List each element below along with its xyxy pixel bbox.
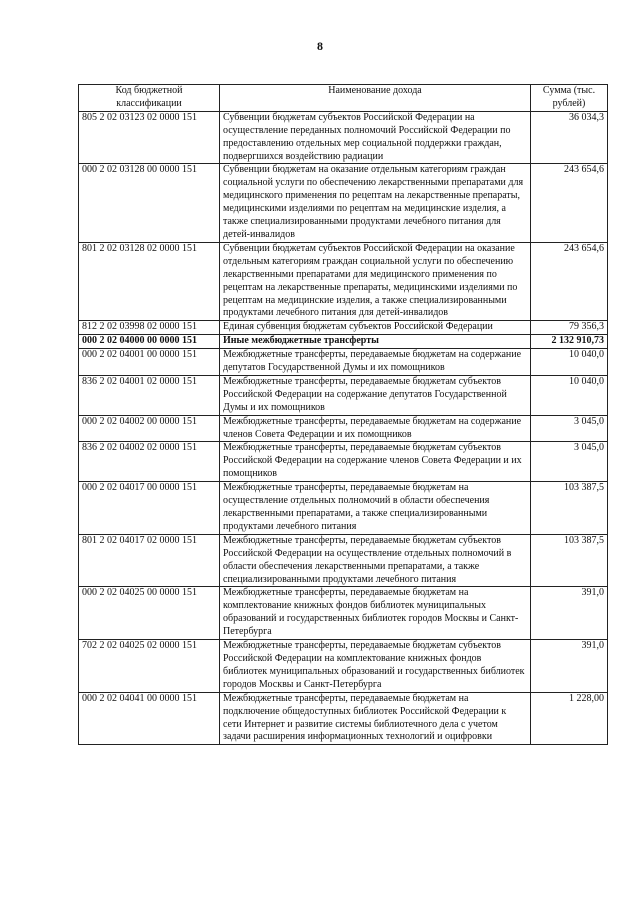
sum-cell: 79 356,3 — [531, 321, 608, 335]
name-cell: Межбюджетные трансферты, передаваемые бюджетам субъектов Российской Федерации на содержание депутатов Государственной Думы и их помощников — [220, 375, 531, 415]
table-row — [79, 415, 608, 442]
table-row — [79, 111, 608, 164]
table-row — [79, 375, 608, 415]
sum-cell: 1 228,00 — [531, 692, 608, 745]
name-cell: Субвенции бюджетам на оказание отдельным категориям граждан социальной услуги по обеспечению лекарственными препаратами для медицинского применения по рецептам на лекарственные препараты, медицинскими изделиями по рецептам на медицинские изделия, а также специализированными продуктами лечебного питания для детей-инвалидов — [220, 164, 531, 242]
header-name: Наименование дохода — [220, 85, 531, 112]
code-cell: 836 2 02 04002 02 0000 151 — [79, 442, 220, 482]
code-cell: 000 2 02 04041 00 0000 151 — [79, 692, 220, 745]
name-cell: Межбюджетные трансферты, передаваемые бюджетам субъектов Российской Федерации на содержание членов Совета Федерации и их помощников — [220, 442, 531, 482]
name-cell: Межбюджетные трансферты, передаваемые бюджетам на комплектование книжных фондов библиотек муниципальных образований и государственных библиотек городов Москвы и Санкт-Петербурга — [220, 587, 531, 640]
header-sum: Сумма (тыс. рублей) — [531, 85, 608, 112]
header-code: Код бюджетной классификации — [79, 85, 220, 112]
table-header-row — [79, 85, 608, 112]
sum-cell: 243 654,6 — [531, 164, 608, 242]
table-row — [79, 442, 608, 482]
name-cell: Межбюджетные трансферты, передаваемые бюджетам субъектов Российской Федерации на осуществление отдельных полномочий в области обеспечения лекарственными препаратами, а также специализированными продуктами лечебного питания — [220, 534, 531, 587]
code-cell: 000 2 02 04025 00 0000 151 — [79, 587, 220, 640]
sum-cell: 10 040,0 — [531, 375, 608, 415]
name-cell: Иные межбюджетные трансферты — [220, 335, 531, 349]
code-cell: 000 2 02 04017 00 0000 151 — [79, 482, 220, 535]
sum-cell: 10 040,0 — [531, 349, 608, 376]
name-cell: Субвенции бюджетам субъектов Российской Федерации на оказание отдельным категориям граждан социальной услуги по обеспечению лекарственными препаратами для медицинского применения по рецептам на лекарственные препараты, медицинскими изделиями по рецептам на медицинские изделия, а также специализированными продуктами лечебного питания для детей-инвалидов — [220, 242, 531, 320]
sum-cell: 391,0 — [531, 587, 608, 640]
table-row — [79, 640, 608, 693]
table-row — [79, 534, 608, 587]
name-cell: Межбюджетные трансферты, передаваемые бюджетам на содержание депутатов Государственной Думы и их помощников — [220, 349, 531, 376]
code-cell: 812 2 02 03998 02 0000 151 — [79, 321, 220, 335]
table-row — [79, 692, 608, 745]
code-cell: 000 2 02 04001 00 0000 151 — [79, 349, 220, 376]
sum-cell: 391,0 — [531, 640, 608, 693]
sum-cell: 243 654,6 — [531, 242, 608, 320]
table-row — [79, 242, 608, 320]
sum-cell: 36 034,3 — [531, 111, 608, 164]
code-cell: 000 2 02 04000 00 0000 151 — [79, 335, 220, 349]
name-cell: Субвенции бюджетам субъектов Российской Федерации на осуществление переданных полномочий Российской Федерации по предоставлению отдельных мер социальной поддержки граждан, подвергшихся воздействию радиации — [220, 111, 531, 164]
code-cell: 702 2 02 04025 02 0000 151 — [79, 640, 220, 693]
name-cell: Межбюджетные трансферты, передаваемые бюджетам субъектов Российской Федерации на комплектование книжных фондов библиотек муниципальных образований и государственных библиотек городов Москвы и Санкт-Петербурга — [220, 640, 531, 693]
name-cell: Межбюджетные трансферты, передаваемые бюджетам на содержание членов Совета Федерации и их помощников — [220, 415, 531, 442]
table-row — [79, 335, 608, 349]
table-row — [79, 321, 608, 335]
table-row — [79, 482, 608, 535]
name-cell: Межбюджетные трансферты, передаваемые бюджетам на подключение общедоступных библиотек Российской Федерации к сети Интернет и развитие системы библиотечного дела с учетом задачи расширения информационных технологий и оцифровки — [220, 692, 531, 745]
table-row — [79, 164, 608, 242]
table-row — [79, 587, 608, 640]
code-cell: 801 2 02 04017 02 0000 151 — [79, 534, 220, 587]
sum-cell: 3 045,0 — [531, 415, 608, 442]
code-cell: 805 2 02 03123 02 0000 151 — [79, 111, 220, 164]
page-number: 8 — [317, 39, 323, 53]
name-cell: Межбюджетные трансферты, передаваемые бюджетам на осуществление отдельных полномочий в области обеспечения лекарственными препаратами, а также специализированными продуктами лечебного питания — [220, 482, 531, 535]
name-cell: Единая субвенция бюджетам субъектов Российской Федерации — [220, 321, 531, 335]
code-cell: 801 2 02 03128 02 0000 151 — [79, 242, 220, 320]
sum-cell: 103 387,5 — [531, 534, 608, 587]
code-cell: 000 2 02 04002 00 0000 151 — [79, 415, 220, 442]
budget-table — [78, 84, 608, 745]
code-cell: 836 2 02 04001 02 0000 151 — [79, 375, 220, 415]
sum-cell: 2 132 910,73 — [531, 335, 608, 349]
table-row — [79, 349, 608, 376]
code-cell: 000 2 02 03128 00 0000 151 — [79, 164, 220, 242]
sum-cell: 103 387,5 — [531, 482, 608, 535]
sum-cell: 3 045,0 — [531, 442, 608, 482]
